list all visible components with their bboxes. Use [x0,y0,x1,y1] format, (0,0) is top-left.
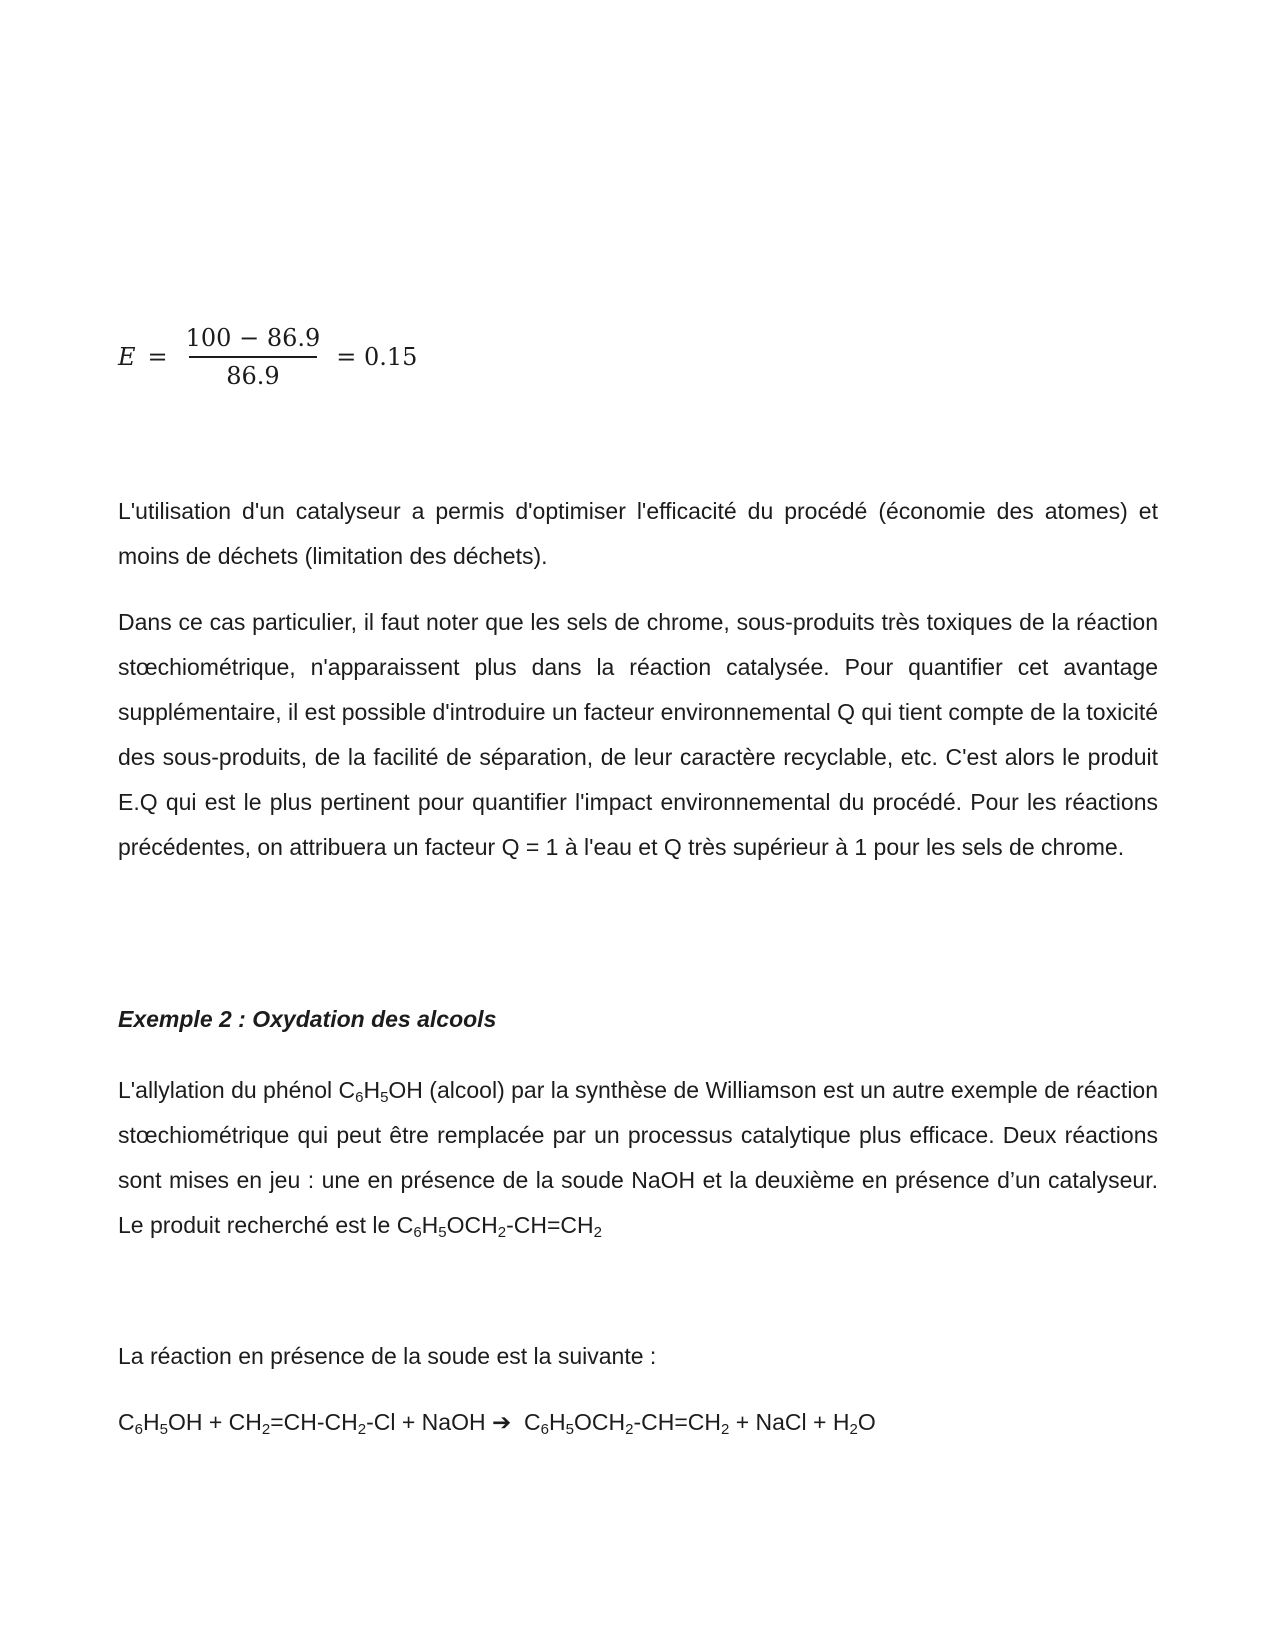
subscript: 5 [159,1421,168,1438]
text-run: H [549,1409,566,1435]
section-heading: Exemple 2 : Oxydation des alcools [118,1006,497,1032]
formula-numerator: 100 − 86.9 [185,324,321,352]
text-run: C [118,1409,135,1435]
formula-denominator: 86.9 [226,362,280,390]
text-run: H [142,1409,160,1435]
text-run: + NaCl + H [729,1409,850,1435]
paragraph-catalyst: L'utilisation d'un catalyseur a permis d'optimiser l'efficacité du procédé (économie des atomes) et moins de déchets (limitation des déchets). [118,498,1158,569]
subscript: 6 [413,1224,422,1241]
formula-equals: = [147,343,168,371]
subscript: 2 [625,1421,634,1438]
text-run: OH + CH [167,1409,262,1435]
subscript: 2 [497,1224,507,1241]
formula-fraction [182,324,325,390]
text-run: O [857,1409,876,1435]
subscript: 2 [357,1421,367,1438]
subscript: 6 [134,1421,143,1438]
subscript: 2 [720,1421,730,1438]
subscript: 2 [261,1421,271,1438]
reaction-equation [118,1400,1158,1445]
formula-result: = 0.15 [336,343,418,371]
paragraph-chrome-salts: Dans ce cas particulier, il faut noter que les sels de chrome, sous-produits très toxiques de la réaction stœchiométrique, n'apparaissent plus dans la réaction catalysée. Pour quantifier cet avantage supplémentaire, il est possible d'introduire un facteur environnemental Q qui tient compte de la toxicité des sous-produits, de la facilité de séparation, de leur caractère recyclable, etc. C'est alors le produit E.Q qui est le plus pertinent pour quantifier l'impact environnemental du procédé. Pour les réactions précédentes, on attribuera un facteur Q = 1 à l'eau et Q très supérieur à 1 pour les sels de chrome. [118,609,1158,860]
paragraph-allylation [118,1068,1158,1248]
subscript: 6 [540,1421,549,1438]
text-run: L'allylation du phénol C [118,1077,356,1103]
subscript: 2 [849,1421,858,1438]
text-run: H [421,1212,439,1238]
paragraph-reaction-intro: La réaction en présence de la soude est la suivante : [118,1343,657,1369]
text-run: OH (alcool) par la synthèse de Williamson est un autre exemple de réaction stœchiométrique qui peut être remplacée par un processus catalytique plus efficace. Deux réactions sont mises en jeu : une en présence de la soude NaOH et la deuxième en présence d’un catalyseur. Le produit recherché est le C [118,1077,1159,1238]
text-run: H [363,1077,381,1103]
subscript: 5 [438,1224,447,1241]
reaction-arrow-icon: ➔ [491,1409,512,1435]
e-factor-formula [118,324,417,390]
text-run: C [511,1409,541,1435]
text-run: OCH [573,1409,626,1435]
text-run: OCH [446,1212,498,1238]
text-run: -CH=CH [633,1409,721,1435]
text-run: -Cl + NaOH [366,1409,492,1435]
text-run: -CH=CH [506,1212,594,1238]
subscript: 2 [593,1224,602,1241]
subscript: 6 [355,1089,364,1106]
subscript: 5 [380,1089,389,1106]
text-run: =CH-CH [270,1409,358,1435]
subscript: 5 [565,1421,574,1438]
formula-lhs: E [118,343,136,371]
